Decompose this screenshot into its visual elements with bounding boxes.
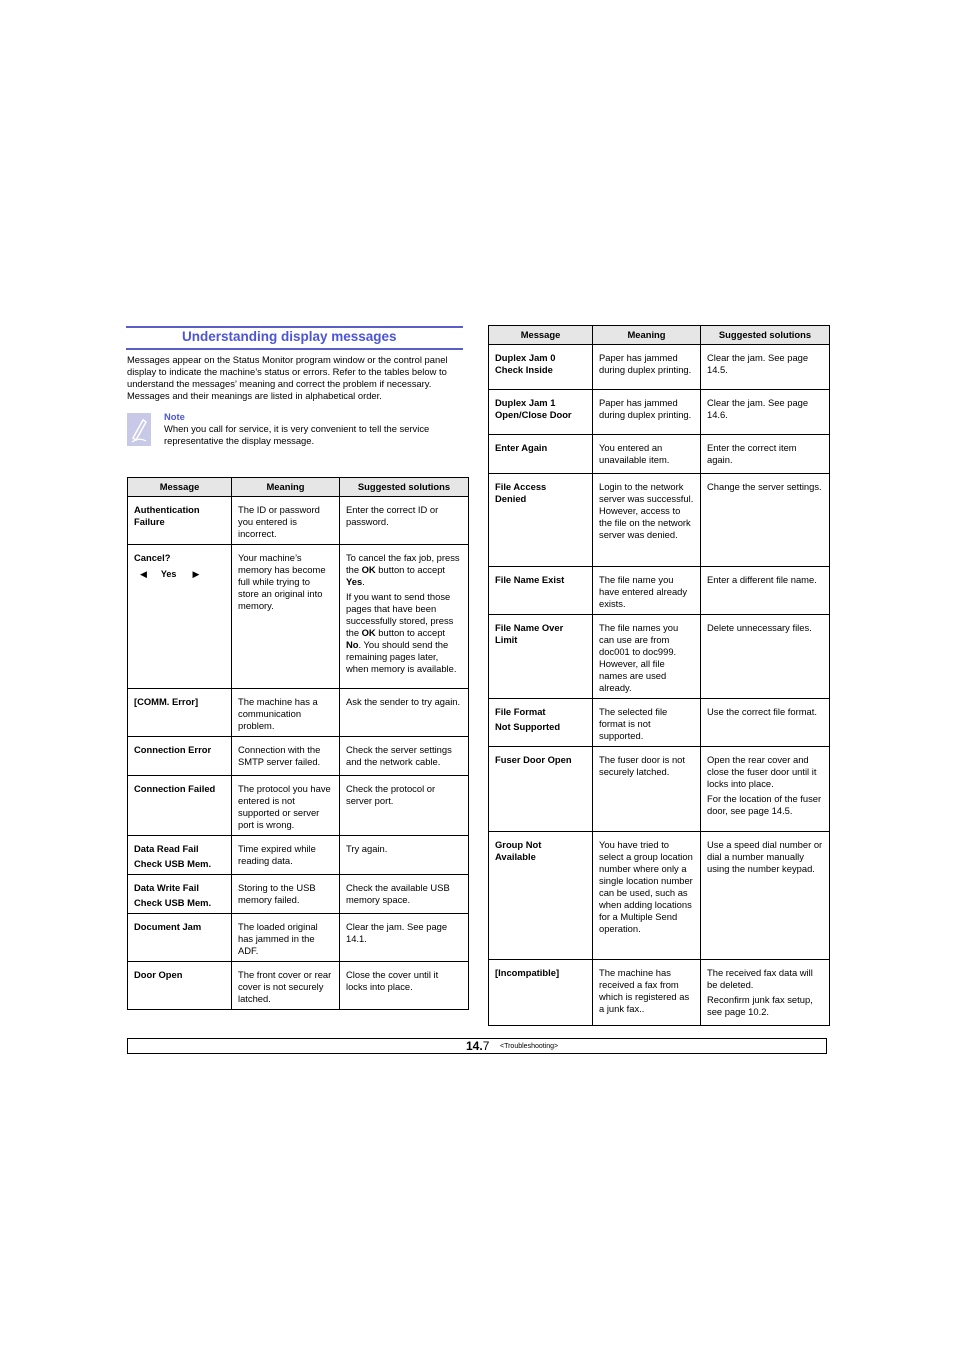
solution-text: Use the correct file format. xyxy=(707,706,817,717)
meaning-cell: The fuser door is not securely latched. xyxy=(593,747,701,832)
message-text: Denied xyxy=(495,493,527,504)
message-cell xyxy=(489,832,593,960)
header-message: Message xyxy=(489,326,593,345)
message-cell xyxy=(128,962,232,1010)
table-row xyxy=(128,497,469,545)
message-cell xyxy=(489,390,593,435)
message-text: Duplex Jam 1 xyxy=(495,397,556,408)
solution-text: For the location of the fuser door, see page 14.5. xyxy=(707,793,822,816)
solution-text: If you want to send those pages that have been successfully stored, press the OK button to accept No. You should send the remaining pages later, when memory is available. xyxy=(346,591,457,674)
message-text: File Format xyxy=(495,706,546,717)
solution-text: Clear the jam. See page 14.5. xyxy=(707,352,809,375)
chapter-label: <Troubleshooting> xyxy=(500,1043,559,1050)
message-text: Duplex Jam 0 xyxy=(495,352,556,363)
note-title: Note xyxy=(164,411,185,422)
message-cell xyxy=(489,747,593,832)
message-cell xyxy=(128,875,232,914)
meaning-cell: You entered an unavailable item. xyxy=(593,435,701,474)
table-row xyxy=(489,435,830,474)
message-text: Data Write Fail xyxy=(134,882,199,893)
message-cell xyxy=(128,497,232,545)
solution-text: Open the rear cover and close the fuser door until it locks into place. xyxy=(707,754,817,789)
table-row xyxy=(128,776,469,836)
solution-text: Delete unnecessary files. xyxy=(707,622,812,633)
meaning-cell: The loaded original has jammed in the ADF. xyxy=(232,914,340,962)
table-row xyxy=(128,962,469,1010)
header-solutions: Suggested solutions xyxy=(340,478,469,497)
message-text: File Access xyxy=(495,481,547,492)
solutions-cell xyxy=(340,776,469,836)
meaning-cell: The selected file format is not supported. xyxy=(593,699,701,747)
meaning-cell: The file names you can use are from doc001 to doc999. However, all file names are used already. xyxy=(593,615,701,699)
solutions-cell xyxy=(701,960,830,1026)
meaning-cell: Your machine’s memory has become full while trying to store an original into memory. xyxy=(232,545,340,689)
message-text: Data Read Fail xyxy=(134,843,199,854)
table-row xyxy=(128,545,469,689)
left-arrow-icon: ◀ xyxy=(140,569,147,579)
solution-text: The received fax data will be deleted. xyxy=(707,967,813,990)
meaning-cell: The protocol you have entered is not supported or server port is wrong. xyxy=(232,776,340,836)
message-cell xyxy=(489,699,593,747)
solutions-cell xyxy=(340,497,469,545)
solution-text: Check the server settings and the network cable. xyxy=(346,744,452,767)
message-text: Enter Again xyxy=(495,442,548,453)
solution-text: Enter a different file name. xyxy=(707,574,817,585)
message-text: Check USB Mem. xyxy=(134,858,212,869)
solution-text: Reconfirm junk fax setup, see page 10.2. xyxy=(707,994,813,1017)
table-header-row xyxy=(489,326,830,345)
note-pencil-icon xyxy=(127,413,151,446)
solution-text: Clear the jam. See page 14.1. xyxy=(346,921,448,944)
table-row xyxy=(489,567,830,615)
message-text: Door Open xyxy=(134,969,183,980)
message-text: [COMM. Error] xyxy=(134,696,199,707)
message-text: File Name Over xyxy=(495,622,564,633)
solutions-cell xyxy=(340,545,469,689)
table-row xyxy=(489,747,830,832)
header-message: Message xyxy=(128,478,232,497)
table-row xyxy=(489,615,830,699)
page-number: 14.7 xyxy=(466,1039,490,1053)
table-row xyxy=(128,875,469,914)
message-cell xyxy=(128,737,232,776)
solution-text: Check the protocol or server port. xyxy=(346,783,436,806)
solutions-cell xyxy=(701,832,830,960)
message-text: Check Inside xyxy=(495,364,553,375)
solution-text: To cancel the fax job, press the OK button to accept Yes. xyxy=(346,552,460,587)
message-text: Available xyxy=(495,851,536,862)
meaning-cell: The machine has a communication problem. xyxy=(232,689,340,737)
message-text: Authentication xyxy=(134,504,200,515)
table-row xyxy=(489,960,830,1026)
meaning-cell: Storing to the USB memory failed. xyxy=(232,875,340,914)
message-cell xyxy=(128,545,232,689)
table-row xyxy=(489,474,830,567)
header-meaning: Meaning xyxy=(232,478,340,497)
solutions-cell xyxy=(340,737,469,776)
meaning-cell: The file name you have entered already exists. xyxy=(593,567,701,615)
section-title: Understanding display messages xyxy=(182,329,397,344)
header-solutions: Suggested solutions xyxy=(701,326,830,345)
solutions-cell xyxy=(701,345,830,390)
meaning-cell: The machine has received a fax from which is registered as a junk fax.. xyxy=(593,960,701,1026)
meaning-cell: You have tried to select a group location number where only a single location number can be used, such as when adding locations for a Multiple Send operation. xyxy=(593,832,701,960)
solutions-cell xyxy=(701,699,830,747)
intro-paragraph: Messages appear on the Status Monitor program window or the control panel display to indicate the machine’s status or errors. Refer to the tables below to understand the messages’ meaning and correct the problem if necessary. Messages and their meanings are listed in alphabetical order. xyxy=(127,354,448,401)
table-row xyxy=(489,832,830,960)
message-cell xyxy=(489,615,593,699)
message-text: Limit xyxy=(495,634,518,645)
message-text: File Name Exist xyxy=(495,574,565,585)
message-cell xyxy=(128,914,232,962)
solutions-cell xyxy=(340,962,469,1010)
right-arrow-icon: ▶ xyxy=(192,569,200,579)
message-text: Fuser Door Open xyxy=(495,754,572,765)
solutions-cell xyxy=(340,689,469,737)
table-row xyxy=(128,836,469,875)
message-cell xyxy=(489,567,593,615)
solution-text: Check the available USB memory space. xyxy=(346,882,450,905)
message-text: Group Not xyxy=(495,839,542,850)
solutions-cell xyxy=(701,747,830,832)
page-footer xyxy=(127,1038,827,1054)
solution-text: Enter the correct ID or password. xyxy=(346,504,439,527)
header-meaning: Meaning xyxy=(593,326,701,345)
message-text: Check USB Mem. xyxy=(134,897,212,908)
note-text: When you call for service, it is very convenient to tell the service representative the display message. xyxy=(164,423,430,446)
nav-option-label: Yes xyxy=(160,569,177,579)
message-cell xyxy=(128,689,232,737)
solution-text: Change the server settings. xyxy=(707,481,822,492)
solutions-cell xyxy=(340,875,469,914)
message-cell xyxy=(489,960,593,1026)
solutions-cell xyxy=(701,390,830,435)
solutions-cell xyxy=(340,914,469,962)
message-cell xyxy=(128,836,232,875)
message-cell xyxy=(489,474,593,567)
meaning-cell: Paper has jammed during duplex printing. xyxy=(593,345,701,390)
solution-text: Ask the sender to try again. xyxy=(346,696,461,707)
solution-text: Enter the correct item again. xyxy=(707,442,797,465)
message-text: Open/Close Door xyxy=(495,409,572,420)
table-row xyxy=(489,390,830,435)
meaning-cell: The front cover or rear cover is not securely latched. xyxy=(232,962,340,1010)
solution-text: Clear the jam. See page 14.6. xyxy=(707,397,809,420)
meaning-cell: Paper has jammed during duplex printing. xyxy=(593,390,701,435)
message-cell xyxy=(489,435,593,474)
solutions-cell xyxy=(701,567,830,615)
message-text: Cancel? xyxy=(134,552,171,563)
section-heading xyxy=(126,326,463,350)
messages-table-right xyxy=(488,325,830,1026)
table-row xyxy=(128,914,469,962)
message-text: Connection Error xyxy=(134,744,212,755)
table-row xyxy=(489,345,830,390)
solution-text: Use a speed dial number or dial a number manually using the number keypad. xyxy=(707,839,823,874)
cancel-nav xyxy=(134,568,225,580)
solution-text: Close the cover until it locks into place. xyxy=(346,969,439,992)
solution-text: Try again. xyxy=(346,843,388,854)
solutions-cell xyxy=(701,435,830,474)
table-row xyxy=(128,689,469,737)
meaning-cell: Time expired while reading data. xyxy=(232,836,340,875)
solutions-cell xyxy=(701,474,830,567)
table-header-row xyxy=(128,478,469,497)
solutions-cell xyxy=(340,836,469,875)
meaning-cell: Login to the network server was successful. However, access to the file on the network server was denied. xyxy=(593,474,701,567)
message-cell xyxy=(489,345,593,390)
message-text: Document Jam xyxy=(134,921,202,932)
message-text: Not Supported xyxy=(495,721,561,732)
messages-table-left xyxy=(127,477,469,1010)
solutions-cell xyxy=(701,615,830,699)
meaning-cell: Connection with the SMTP server failed. xyxy=(232,737,340,776)
message-cell xyxy=(128,776,232,836)
message-text: Failure xyxy=(134,516,165,527)
table-row xyxy=(489,699,830,747)
message-text: Connection Failed xyxy=(134,783,216,794)
meaning-cell: The ID or password you entered is incorrect. xyxy=(232,497,340,545)
table-row xyxy=(128,737,469,776)
message-text: [Incompatible] xyxy=(495,967,560,978)
